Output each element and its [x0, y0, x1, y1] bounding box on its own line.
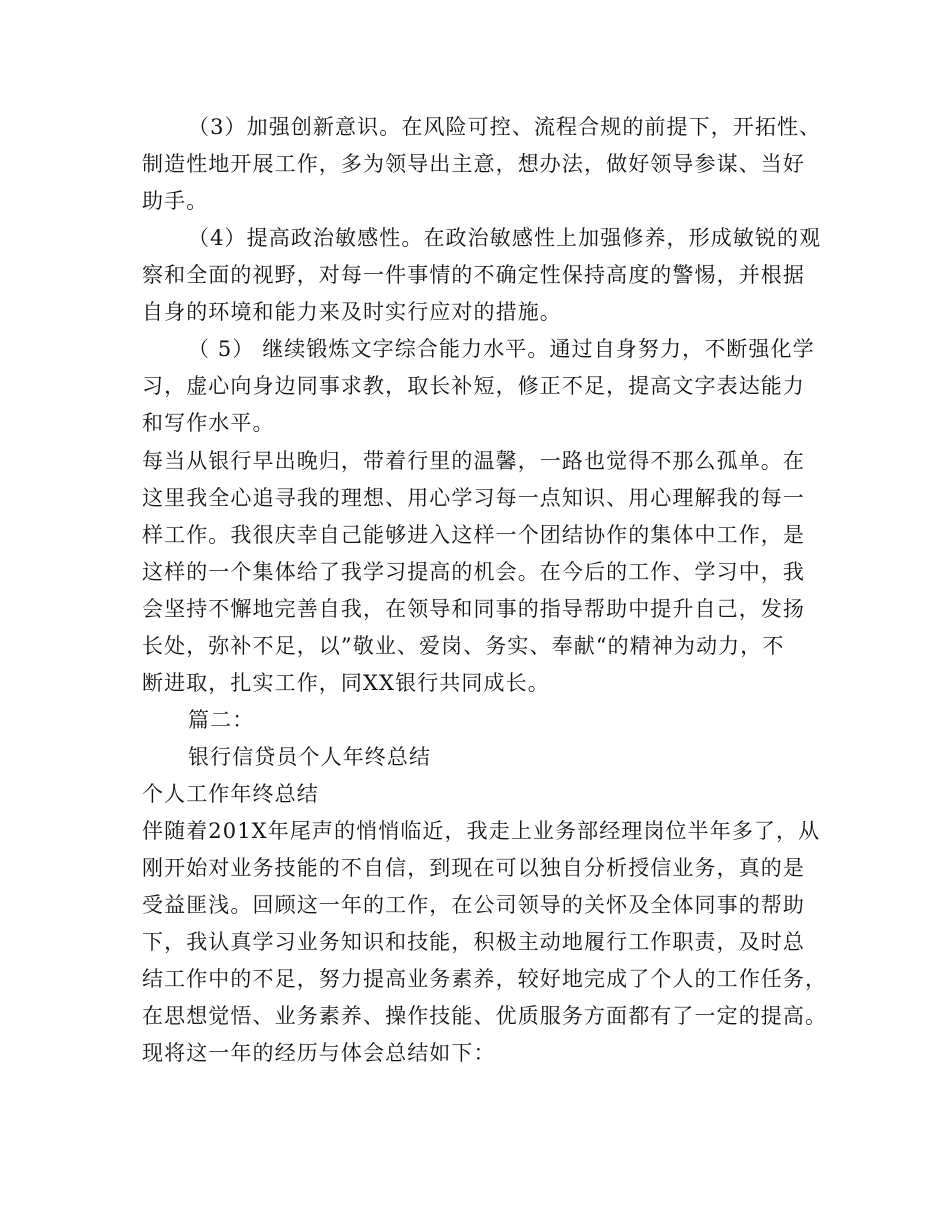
text-line: 长处，弥补不足，以”敬业、爱岗、务实、奉献“的精神为动力，不: [142, 634, 785, 658]
text-line: 样工作。我很庆幸自己能够进入这样一个团结协作的集体中工作，是: [142, 523, 805, 547]
text-line: （3）加强创新意识。在风险可控、流程合规的前提下，开拓性、: [188, 115, 822, 139]
text-line: 习，虚心向身边同事求教，取长补短，修正不足，提高文字表达能力: [142, 374, 805, 398]
text-line: 助手。: [142, 189, 209, 213]
section-label: 篇二：: [188, 708, 255, 732]
text-line: 每当从银行早出晚归，带着行里的温馨，一路也觉得不那么孤单。在: [142, 449, 805, 473]
section-title: 银行信贷员个人年终总结: [188, 745, 432, 769]
text-line: 察和全面的视野，对每一件事情的不确定性保持高度的警惕，并根据: [142, 263, 805, 287]
text-line: 结工作中的不足，努力提高业务素养，较好地完成了个人的工作任务，: [142, 967, 828, 991]
text-line: 和写作水平。: [142, 411, 275, 435]
text-line: 伴随着201X年尾声的悄悄临近，我走上业务部经理岗位半年多了，从: [142, 819, 821, 843]
text-line: 制造性地开展工作，多为领导出主意，想办法，做好领导参谋、当好: [142, 152, 805, 176]
text-line: （4）提高政治敏感性。在政治敏感性上加强修养，形成敏锐的观: [188, 226, 822, 250]
text-line: 自身的环境和能力来及时实行应对的措施。: [142, 300, 562, 324]
text-line: 现将这一年的经历与体会总结如下：: [142, 1041, 496, 1065]
text-line: 会坚持不懈地完善自我，在领导和同事的指导帮助中提升自己，发扬: [142, 597, 805, 621]
subtitle: 个人工作年终总结: [142, 782, 319, 806]
text-line: （ 5） 继续锻炼文字综合能力水平。通过自身努力，不断强化学: [188, 337, 815, 361]
text-line: 受益匪浅。回顾这一年的工作，在公司领导的关怀及全体同事的帮助: [142, 893, 805, 917]
text-line: 刚开始对业务技能的不自信，到现在可以独自分析授信业务，真的是: [142, 856, 805, 880]
text-line: 断进取，扎实工作，同XX银行共同成长。: [142, 671, 550, 695]
text-line: 这里我全心追寻我的理想、用心学习每一点知识、用心理解我的每一: [142, 486, 805, 510]
text-line: 在思想觉悟、业务素养、操作技能、优质服务方面都有了一定的提高。: [142, 1004, 828, 1028]
text-line: 这样的一个集体给了我学习提高的机会。在今后的工作、学习中，我: [142, 560, 805, 584]
text-line: 下，我认真学习业务知识和技能，积极主动地履行工作职责，及时总: [142, 930, 805, 954]
